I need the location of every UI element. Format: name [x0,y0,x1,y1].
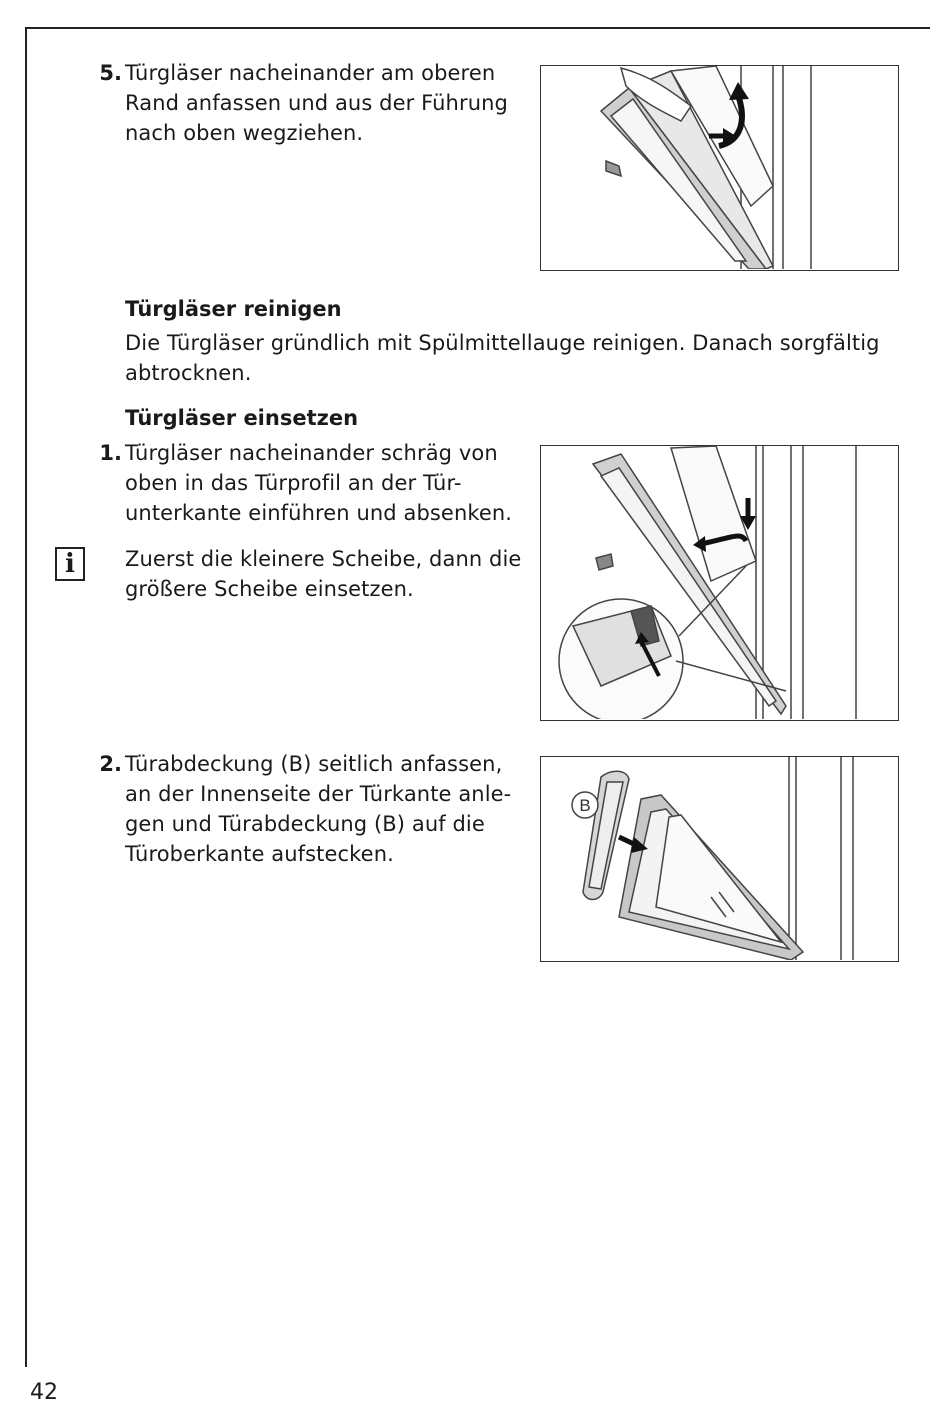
step-2-line-4: Türoberkante aufstecken. [125,842,394,866]
label-b: B [579,796,591,815]
info-line-1: Zuerst die kleinere Scheibe, dann die [125,547,522,571]
clean-heading: Türgläser reinigen [125,297,342,321]
page-number: 42 [30,1380,58,1405]
figure-door-cover-drawing [541,757,897,960]
step-2-line-1: Türabdeckung (B) seitlich anfassen, [125,752,503,776]
insert-heading: Türgläser einsetzen [125,406,359,430]
clean-line-1: Die Türgläser gründlich mit Spülmittellauge reinigen. Danach sorgfältig [125,331,880,355]
figure-insert-glass [540,445,899,721]
step-5-line-2: Rand anfassen und aus der Führung [125,91,508,115]
step-5-line-1: Türgläser nacheinander am oberen [125,61,496,85]
step-5-number: 5. [99,61,122,85]
step-1-line-1: Türgläser nacheinander schräg von [125,441,498,465]
step-1-line-2: oben in das Türprofil an der Tür- [125,471,462,495]
step-2-number: 2. [99,752,122,776]
step-1-line-3: unterkante einführen und absenken. [125,501,513,525]
page-frame-left [25,27,27,1367]
clean-line-2: abtrocknen. [125,361,252,385]
step-2-line-3: gen und Türabdeckung (B) auf die [125,812,485,836]
info-line-2: größere Scheibe einsetzen. [125,577,414,601]
step-5-line-3: nach oben wegziehen. [125,121,364,145]
figure-remove-glass-drawing [541,66,897,269]
figure-insert-glass-drawing [541,446,897,719]
page-frame-top [25,27,930,29]
step-2-line-2: an der Innenseite der Türkante anle- [125,782,512,806]
info-icon: i [55,547,85,581]
step-1-number: 1. [99,441,122,465]
figure-remove-glass [540,65,899,271]
figure-door-cover [540,756,899,962]
